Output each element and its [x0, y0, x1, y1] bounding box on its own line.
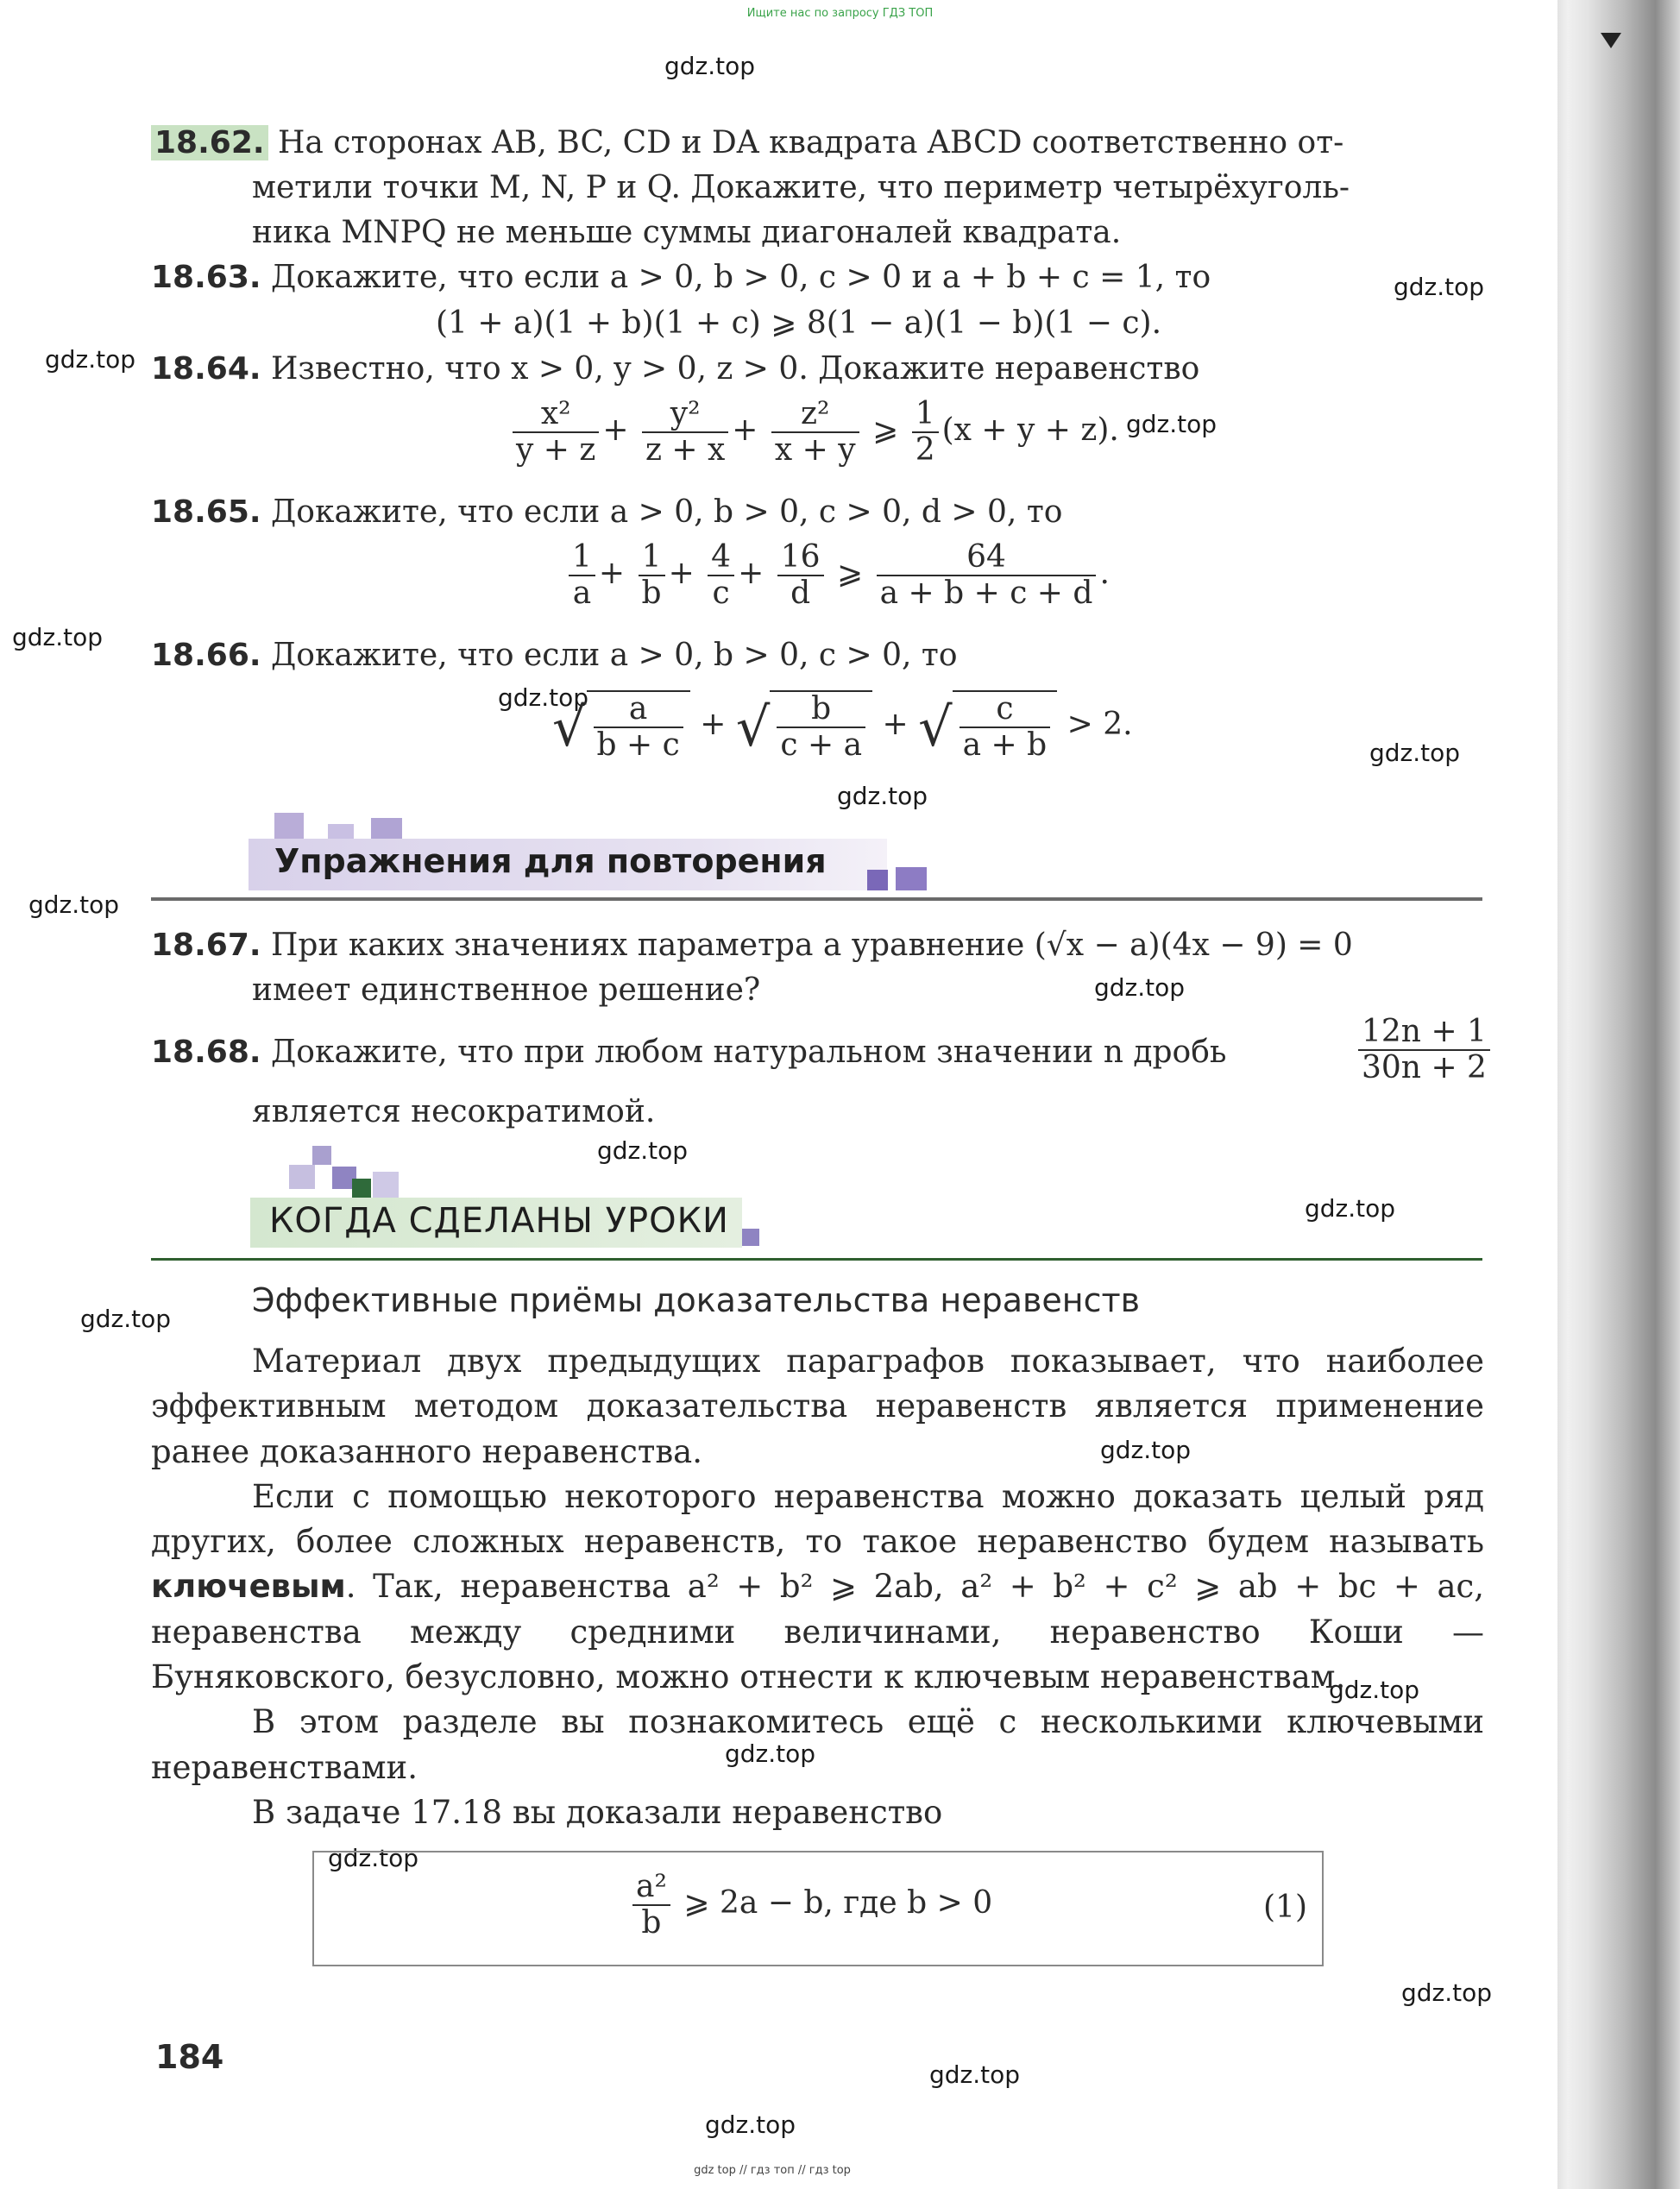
inequality-label: (1): [1263, 1890, 1307, 1925]
fraction: $\frac{1}{a}$: [569, 540, 595, 611]
lessons-section-title: КОГДА СДЕЛАНЫ УРОКИ: [269, 1201, 729, 1241]
decor-square: [289, 1165, 315, 1189]
fraction: $\frac{\text{y²}}{z + x}$: [642, 397, 728, 468]
watermark: gdz.top: [498, 683, 589, 712]
fraction: $\frac{4}{c}$: [708, 540, 734, 611]
problem-18-67-line2: имеет единственное решение?: [252, 972, 761, 1008]
watermark: gdz.top: [1126, 410, 1218, 438]
problem-18-62-line1: [151, 123, 1343, 164]
watermark: gdz.top: [28, 890, 120, 919]
problem-18-68-fraction: $\frac{12n + 1}{30n + 2}$: [1355, 1015, 1494, 1085]
problem-text: На сторонах AB, BC, CD и DA квадрата ABCD соответственно от-: [278, 125, 1344, 160]
paragraph: Материал двух предыдущих параграфов показывает, что наиболее эффективным методом доказательства неравенств является применение ранее доказанного неравенства.: [151, 1343, 1484, 1470]
problem-number: 18.64.: [151, 351, 261, 387]
watermark: gdz.top: [45, 345, 136, 374]
decor-square: [373, 1172, 399, 1198]
decor-square: [867, 870, 888, 890]
corner-triangle-icon: [1601, 33, 1621, 48]
footer-note: gdz top // гдз топ // гдз top: [694, 2164, 851, 2177]
watermark: gdz.top: [664, 52, 756, 80]
problem-number: 18.63.: [151, 260, 261, 295]
fraction: $\frac{16}{d}$: [777, 540, 824, 611]
fraction: $\frac{\text{x²}}{y + z}$: [513, 397, 599, 468]
watermark: gdz.top: [597, 1136, 689, 1165]
square-root: √ $\frac{b}{c + a}$: [736, 690, 872, 763]
paragraph: В задаче 17.18 вы доказали неравенство: [252, 1793, 943, 1831]
decor-square: [371, 818, 402, 840]
boxed-inequality: [312, 1851, 1324, 1966]
problem-18-65-line1: [151, 492, 1062, 533]
inequality-formula: $\frac{\text{a²}}{b}$ ⩾ 2a − b, где b > 0: [629, 1870, 992, 1941]
problem-number: 18.68.: [151, 1035, 261, 1070]
square-root: √ $\frac{a}{b + c}$: [552, 690, 690, 763]
watermark: gdz.top: [12, 623, 104, 651]
watermark: gdz.top: [80, 1305, 172, 1333]
page-edge-shadow: [1557, 0, 1680, 2189]
problem-18-66-formula: √ $\frac{a}{b + c}$ + √ $\frac{b}{c + a}$ + √ $\frac{c}{a + b}$ > 2.: [552, 691, 1133, 763]
bold-term: ключевым: [151, 1568, 346, 1606]
page-number: 184: [155, 2038, 224, 2076]
decor-square: [896, 867, 927, 890]
problem-text: Докажите, что если a > 0, b > 0, c > 0 и a + b + c = 1, то: [271, 260, 1211, 295]
problem-text: Докажите, что при любом натуральном значении n дробь: [271, 1035, 1227, 1070]
decor-square: [274, 813, 304, 839]
problem-text: При каких значениях параметра a уравнение (√x − a)(4x − 9) = 0: [271, 928, 1353, 963]
decor-square: [352, 1179, 371, 1198]
watermark: gdz.top: [1394, 273, 1485, 301]
watermark: gdz.top: [1094, 973, 1186, 1002]
watermark: gdz.top: [1369, 739, 1461, 767]
review-section-title: Упражнения для повторения: [274, 842, 827, 880]
paragraph: В этом разделе вы познакомитесь ещё с несколькими ключевыми неравенствами.: [151, 1703, 1484, 1786]
fraction: $\frac{1}{2}$: [912, 397, 939, 468]
problem-number: 18.65.: [151, 494, 261, 530]
problem-18-63-line1: [151, 257, 1211, 299]
fraction: $\frac{64}{a + b + c + d}$: [877, 540, 1097, 611]
problem-18-67-line1: [151, 925, 1353, 966]
problem-18-68-line1: [151, 1032, 1227, 1073]
problem-text: Докажите, что если a > 0, b > 0, c > 0, d > 0, то: [271, 494, 1063, 530]
decor-square: [742, 1229, 759, 1246]
watermark: gdz.top: [1100, 1436, 1192, 1464]
problem-text: Известно, что x > 0, y > 0, z > 0. Докажите неравенство: [271, 351, 1200, 387]
problem-number: 18.67.: [151, 928, 261, 963]
lessons-subtitle: Эффективные приёмы доказательства неравенств: [252, 1281, 1141, 1319]
problem-18-64-line1: [151, 349, 1199, 390]
lessons-section-rule: [151, 1258, 1482, 1261]
problem-18-63-formula: (1 + a)(1 + b)(1 + c) ⩾ 8(1 − a)(1 − b)(1 − c).: [436, 305, 1162, 341]
problem-18-66-line1: [151, 635, 958, 676]
watermark: gdz.top: [1401, 1978, 1493, 2007]
problem-18-62-line2: метили точки M, N, P и Q. Докажите, что периметр четырёхуголь-: [252, 170, 1350, 205]
fraction: $\frac{\text{z²}}{x + y}$: [771, 397, 859, 468]
problem-text: Докажите, что если a > 0, b > 0, c > 0, то: [271, 638, 958, 673]
review-section-rule: [151, 897, 1482, 901]
watermark: gdz.top: [1305, 1194, 1396, 1223]
problem-18-62-line3: ника MNPQ не меньше суммы диагоналей квадрата.: [252, 215, 1122, 250]
decor-square: [312, 1146, 331, 1165]
watermark: gdz.top: [705, 2110, 796, 2139]
header-note: Ищите нас по запросу ГДЗ ТОП: [746, 7, 934, 20]
body-text: [151, 1339, 1484, 1835]
paragraph: Если с помощью некоторого неравенства можно доказать целый ряд других, более сложных неравенств, то такое неравенство будем называть ключевым. Так, неравенства a² + b² ⩾ 2ab, a² + b² + c² ⩾ ab + bc + ac, неравенства между средними величинами, неравенство Коши — Буняковского, безусловно, можно отнести к ключевым неравенствам.: [151, 1477, 1484, 1696]
problem-18-64-formula: $\frac{\text{x²}}{y + z}$ + $\frac{\text{y²}}{z + x}$ + $\frac{\text{z²}}{x + y}$ ⩾ $\frac{1}{2}$ (x + y + z).: [509, 397, 1119, 468]
watermark: gdz.top: [328, 1844, 419, 1872]
problem-18-65-formula: $\frac{1}{a}$ + $\frac{1}{b}$ + $\frac{4}{c}$ + $\frac{16}{d}$ ⩾ $\frac{64}{a + b + c + d}$ .: [565, 540, 1110, 611]
problem-18-68-line2: является несократимой.: [252, 1094, 656, 1129]
watermark: gdz.top: [929, 2060, 1021, 2089]
watermark: gdz.top: [1329, 1676, 1420, 1704]
watermark: gdz.top: [837, 782, 928, 810]
square-root: √ $\frac{c}{a + b}$: [918, 690, 1057, 763]
fraction: $\frac{1}{b}$: [639, 540, 665, 611]
problem-number: 18.62.: [151, 125, 268, 160]
watermark: gdz.top: [725, 1739, 816, 1768]
problem-number: 18.66.: [151, 638, 261, 673]
